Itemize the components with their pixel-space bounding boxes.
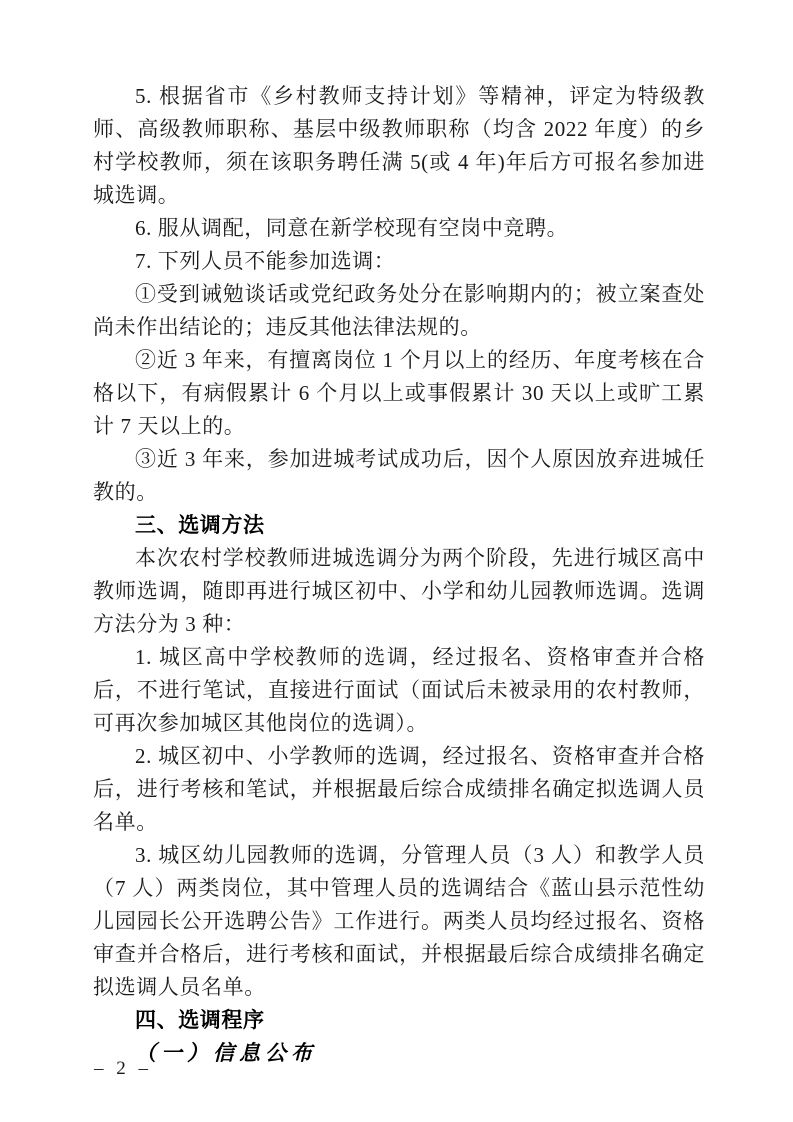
- para-method-3: 3. 城区幼儿园教师的选调，分管理人员（3 人）和教学人员（7 人）两类岗位，其中管理人员的选调结合《蓝山县示范性幼儿园园长公开选聘公告》工作进行。两类人员均经过报名、资格审查并合格后，进行考核和面试，并根据最后综合成绩排名确定拟选调人员名单。: [93, 843, 705, 999]
- para-method-intro: 本次农村学校教师进城选调分为两个阶段，先进行城区高中教师选调，随即再进行城区初中、小学和幼儿园教师选调。选调方法分为 3 种：: [93, 546, 705, 636]
- para-circled-1: ①受到诫勉谈话或党纪政务处分在影响期内的；被立案查处尚未作出结论的；违反其他法律法规的。: [93, 282, 705, 339]
- page-number: – 2 –: [94, 1058, 152, 1079]
- para-item-6: 6. 服从调配，同意在新学校现有空岗中竞聘。: [135, 216, 569, 240]
- para-circled-3: ③近 3 年来，参加进城考试成功后，因个人原因放弃进城任教的。: [93, 447, 705, 504]
- para-method-2: 2. 城区初中、小学教师的选调，经过报名、资格审查并合格后，进行考核和笔试，并根据最后综合成绩排名确定拟选调人员名单。: [93, 744, 705, 834]
- para-circled-2: ②近 3 年来，有擅离岗位 1 个月以上的经历、年度考核在合格以下，有病假累计 6 个月以上或事假累计 30 天以上或旷工累计 7 天以上的。: [93, 348, 705, 438]
- document-body: [93, 80, 705, 1070]
- section-heading-4: 四、选调程序: [135, 1009, 265, 1032]
- subsection-heading-info-release: （一）信息公布: [135, 1041, 317, 1065]
- para-item-5: 5. 根据省市《乡村教师支持计划》等精神，评定为特级教师、高级教师职称、基层中级教师职称（均含 2022 年度）的乡村学校教师，须在该职务聘任满 5(或 4 年)年后方可报名参加进城选调。: [93, 84, 705, 207]
- section-heading-3: 三、选调方法: [135, 514, 265, 537]
- para-item-7: 7. 下列人员不能参加选调：: [135, 249, 396, 273]
- para-method-1: 1. 城区高中学校教师的选调，经过报名、资格审查并合格后，不进行笔试，直接进行面试（面试后未被录用的农村教师，可再次参加城区其他岗位的选调）。: [93, 645, 705, 735]
